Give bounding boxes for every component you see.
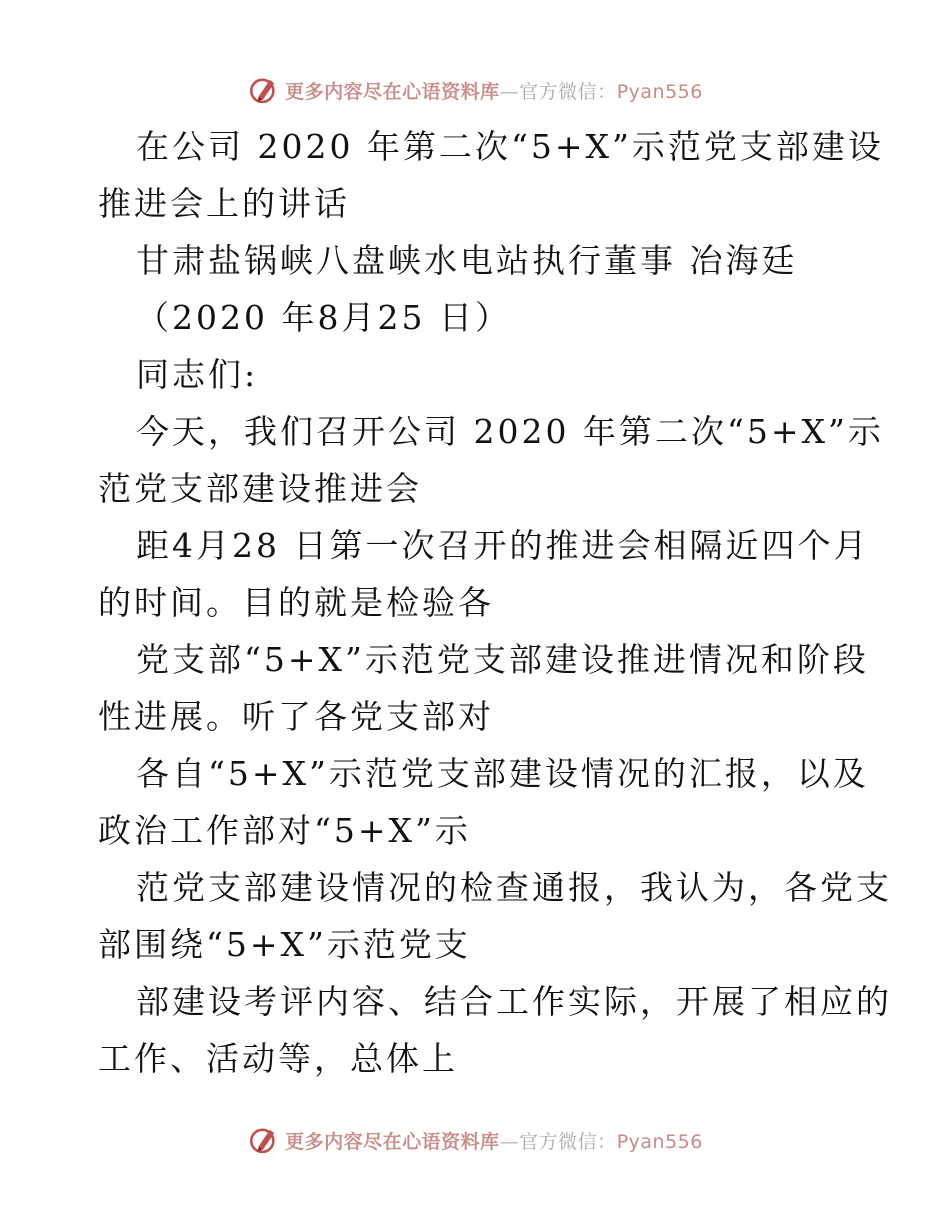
paragraph-line: 今天，我们召开公司 2020 年第二次“5+X”示	[136, 412, 884, 451]
document-body	[98, 123, 892, 1083]
paragraph-line: 距4月28 日第一次召开的推进会相隔近四个月	[136, 526, 870, 565]
watermark-text	[285, 77, 703, 104]
watermark-separator: —	[499, 80, 520, 103]
speech-title-line-1: 在公司 2020 年第二次“5+X”示范党支部建设	[136, 127, 884, 166]
watermark-separator: —	[499, 1130, 520, 1153]
watermark-official-label: 官方微信：	[519, 80, 617, 103]
pen-nib-logo-icon	[247, 1123, 281, 1157]
watermark-text	[285, 1127, 703, 1154]
paragraph-line: 范党支部建设推进会	[98, 469, 422, 508]
date-line: （2020 年8月25 日）	[136, 298, 511, 337]
paragraph-line: 部建设考评内容、结合工作实际，开展了相应的	[136, 982, 892, 1021]
paragraph-line: 党支部“5+X”示范党支部建设推进情况和阶段	[136, 640, 869, 679]
watermark-wechat-id: Pyan556	[616, 80, 703, 103]
header-watermark	[0, 70, 950, 110]
paragraph-line: 部围绕“5+X”示范党支	[98, 925, 471, 964]
speaker-line: 甘肃盐锅峡八盘峡水电站执行董事 冶海廷	[136, 241, 798, 280]
salutation-line: 同志们:	[136, 355, 259, 394]
watermark-brand: 更多内容尽在心语资料库	[285, 1130, 500, 1153]
pen-nib-logo-icon	[247, 73, 281, 107]
watermark-brand: 更多内容尽在心语资料库	[285, 80, 500, 103]
footer-watermark	[0, 1120, 950, 1160]
watermark-wechat-id: Pyan556	[616, 1130, 703, 1153]
paragraph-line: 各自“5+X”示范党支部建设情况的汇报，以及	[136, 754, 869, 793]
paragraph-line: 范党支部建设情况的检查通报，我认为，各党支	[136, 868, 892, 907]
paragraph-line: 政治工作部对“5+X”示	[98, 811, 471, 850]
paragraph-line: 工作、活动等，总体上	[98, 1039, 458, 1078]
paragraph-line: 的时间。目的就是检验各	[98, 583, 494, 622]
paragraph-line: 性进展。听了各党支部对	[98, 697, 494, 736]
watermark-official-label: 官方微信：	[519, 1130, 617, 1153]
speech-title-line-2: 推进会上的讲话	[98, 184, 350, 223]
